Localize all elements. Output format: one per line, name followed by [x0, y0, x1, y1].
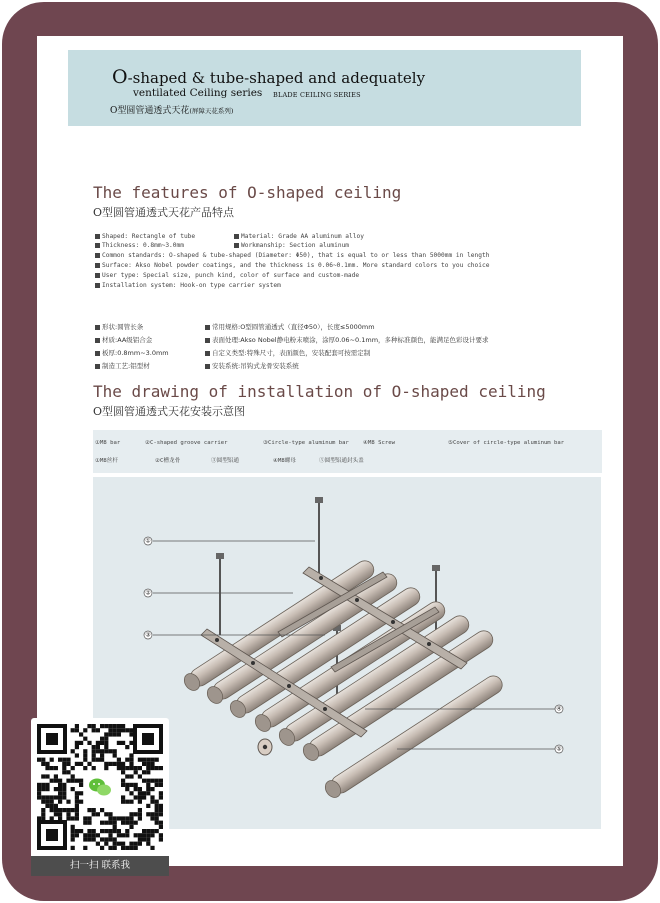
- banner-subtitle: ventilated Ceiling series: [133, 87, 263, 99]
- spec-workmanship: Workmanship: Section aluminum: [234, 242, 349, 249]
- cn-process: 制造工艺:铝型材: [95, 361, 150, 370]
- spec-user-type: User type: Special size, punch kind, color of surface and custom-made: [95, 272, 359, 279]
- callout-5: ⑤: [556, 745, 562, 753]
- spec-standards: Common standards: O-shaped & tube-shaped (Diameter: Φ50), that is equal to or less than 5000mm in length: [95, 252, 489, 259]
- legend-cn-4: ④M8螺母: [273, 458, 296, 464]
- legend-en-5: ⑤Cover of circle-type aluminum bar: [448, 440, 565, 446]
- cn-material: 材质:AA级铝合金: [95, 335, 152, 344]
- callout-1: ①: [145, 537, 151, 545]
- legend-cn-5: ⑤圆型铝通封头盖: [319, 458, 364, 464]
- installation-diagram: [93, 477, 601, 829]
- wechat-icon: [87, 774, 113, 800]
- spec-installation: Installation system: Hook-on type carrier system: [95, 282, 281, 289]
- cn-spec: 常用规格:O型圆管通透式（直径Φ50），长度≤5000mm: [205, 322, 375, 331]
- legend-cn-2: ②C槽龙骨: [155, 458, 181, 464]
- spec-thickness: Thickness: 0.8mm~3.0mm: [95, 242, 184, 249]
- legend-en-1: ①M8 bar: [95, 440, 121, 446]
- callout-2: ②: [145, 589, 151, 597]
- features-heading-cn: O型圆管通透式天花产品特点: [93, 206, 235, 219]
- qr-code-image[interactable]: [35, 722, 165, 852]
- spec-shaped: Shaped: Rectangle of tube: [95, 233, 195, 240]
- drawing-heading: The drawing of installation of O-shaped ceiling: [93, 382, 546, 401]
- spec-material: Material: Grade AA aluminum alloy: [234, 233, 364, 240]
- callout-4: ④: [556, 705, 562, 713]
- legend-cn-1: ①M8丝杆: [95, 458, 118, 464]
- installation-drawing: [93, 477, 601, 829]
- legend-cn-3: ③圆型铝通: [211, 458, 239, 464]
- drawing-heading-cn: O型圆管通透式天花安装示意图: [93, 405, 246, 418]
- legend-en-2: ②C-shaped groove carrier: [145, 440, 228, 446]
- tube-end-cap: [258, 739, 272, 755]
- spec-surface: Surface: Akso Nobel powder coatings, and the thickness is 0.06~0.1mm. More standard colors to you choice: [95, 262, 489, 269]
- cn-thickness: 板厚:0.8mm~3.0mm: [95, 348, 169, 357]
- legend-en-4: ④M8 Screw: [363, 440, 395, 446]
- banner-title: O-shaped & tube-shaped and adequately: [112, 66, 426, 88]
- cn-shape: 形状:圆管长条: [95, 322, 143, 331]
- features-heading: The features of O-shaped ceiling: [93, 183, 402, 202]
- legend-en-3: ③Circle-type aluminum bar: [263, 440, 349, 446]
- qr-caption: 扫一扫 联系我: [31, 856, 169, 876]
- cn-surface: 表面处理:Akso Nobel静电粉末喷涂，涂厚0.06~0.1mm，多种标准颜色，能满足色彩设计要求: [205, 335, 489, 344]
- qr-code-card[interactable]: [31, 718, 169, 876]
- banner-series: BLADE CEILING SERIES: [273, 91, 361, 99]
- cn-install: 安装系统:吊钩式龙骨安装系统: [205, 361, 299, 370]
- parts-legend: [93, 430, 602, 473]
- cn-custom: 自定义类型:特殊尺寸，表面颜色，安装配套可按需定制: [205, 348, 370, 357]
- banner-cn-title: O型圆管通透式天花(屏障天花系列): [110, 106, 234, 116]
- callout-3: ③: [145, 631, 151, 639]
